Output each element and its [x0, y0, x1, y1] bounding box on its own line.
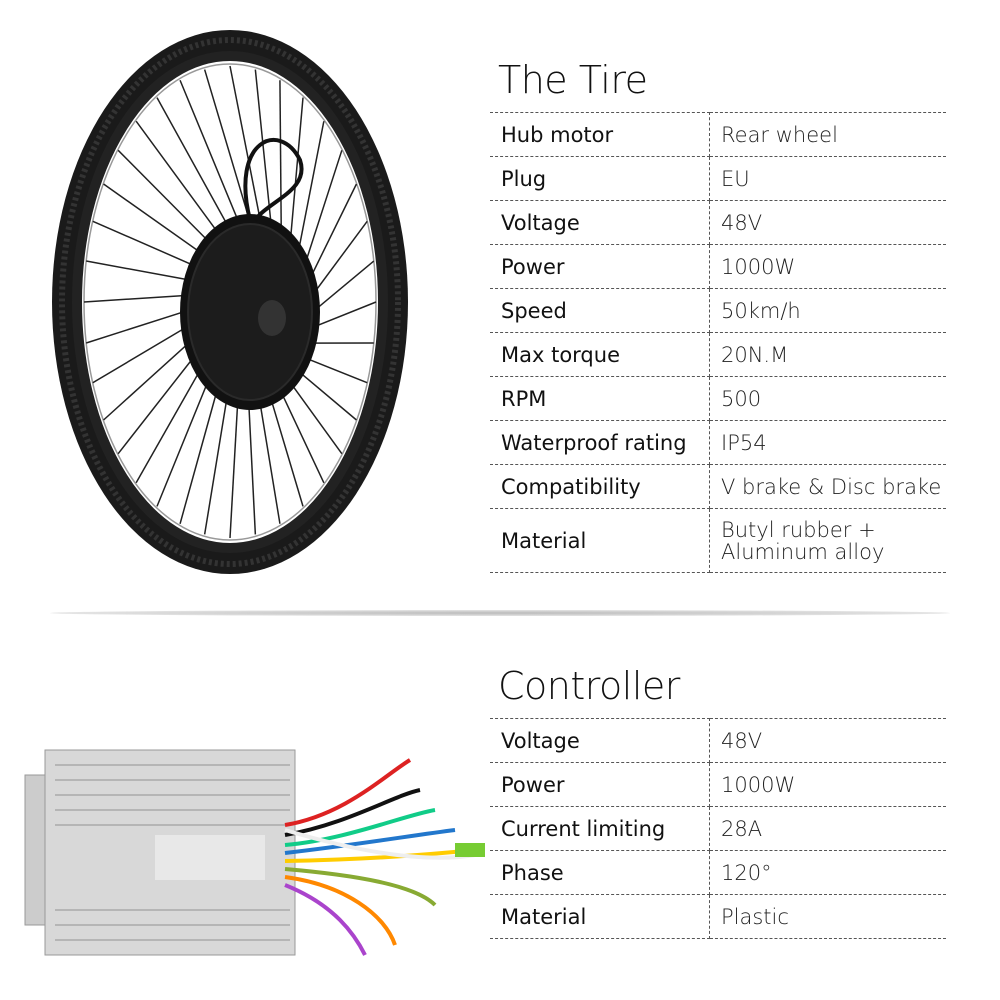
spec-row [490, 509, 946, 573]
spec-row [490, 157, 946, 201]
spec-row [490, 465, 946, 509]
spec-row [490, 719, 946, 763]
spec-value: 48V [710, 201, 947, 245]
spec-value: 1000W [710, 763, 947, 807]
spec-label: Voltage [490, 201, 710, 245]
spec-row [490, 421, 946, 465]
spec-label: RPM [490, 377, 710, 421]
spec-row [490, 201, 946, 245]
spec-label: Voltage [490, 719, 710, 763]
spec-row [490, 851, 946, 895]
spec-value: 48V [710, 719, 947, 763]
spec-value: Rear wheel [710, 113, 947, 157]
spec-value: Plastic [710, 895, 947, 939]
spec-value: EU [710, 157, 947, 201]
spec-row [490, 895, 946, 939]
spec-label: Waterproof rating [490, 421, 710, 465]
spec-label: Max torque [490, 333, 710, 377]
tire-section-title: The Tire [498, 58, 648, 102]
spec-label: Speed [490, 289, 710, 333]
spec-value: IP54 [710, 421, 947, 465]
spec-value: V brake & Disc brake [710, 465, 947, 509]
controller-section-title: Controller [498, 664, 680, 708]
spec-row [490, 245, 946, 289]
controller-image [15, 735, 495, 965]
spec-label: Current limiting [490, 807, 710, 851]
controller-spec-table [490, 718, 946, 939]
spec-value: 50km/h [710, 289, 947, 333]
spec-label: Material [490, 509, 710, 573]
spec-label: Hub motor [490, 113, 710, 157]
spec-row [490, 377, 946, 421]
spec-label: Plug [490, 157, 710, 201]
spec-value: 20N.M [710, 333, 947, 377]
spec-label: Power [490, 763, 710, 807]
spec-value: 28A [710, 807, 947, 851]
wheel-image [40, 20, 420, 580]
spec-label: Power [490, 245, 710, 289]
spec-value: 500 [710, 377, 947, 421]
spec-label: Phase [490, 851, 710, 895]
spec-value: 120° [710, 851, 947, 895]
spec-row [490, 113, 946, 157]
spec-row [490, 333, 946, 377]
spec-value: Butyl rubber + Aluminum alloy [710, 509, 947, 573]
section-divider [50, 610, 950, 616]
spec-row [490, 807, 946, 851]
spec-row [490, 289, 946, 333]
spec-value: 1000W [710, 245, 947, 289]
spec-row [490, 763, 946, 807]
tire-spec-table [490, 112, 946, 573]
spec-label: Compatibility [490, 465, 710, 509]
spec-label: Material [490, 895, 710, 939]
